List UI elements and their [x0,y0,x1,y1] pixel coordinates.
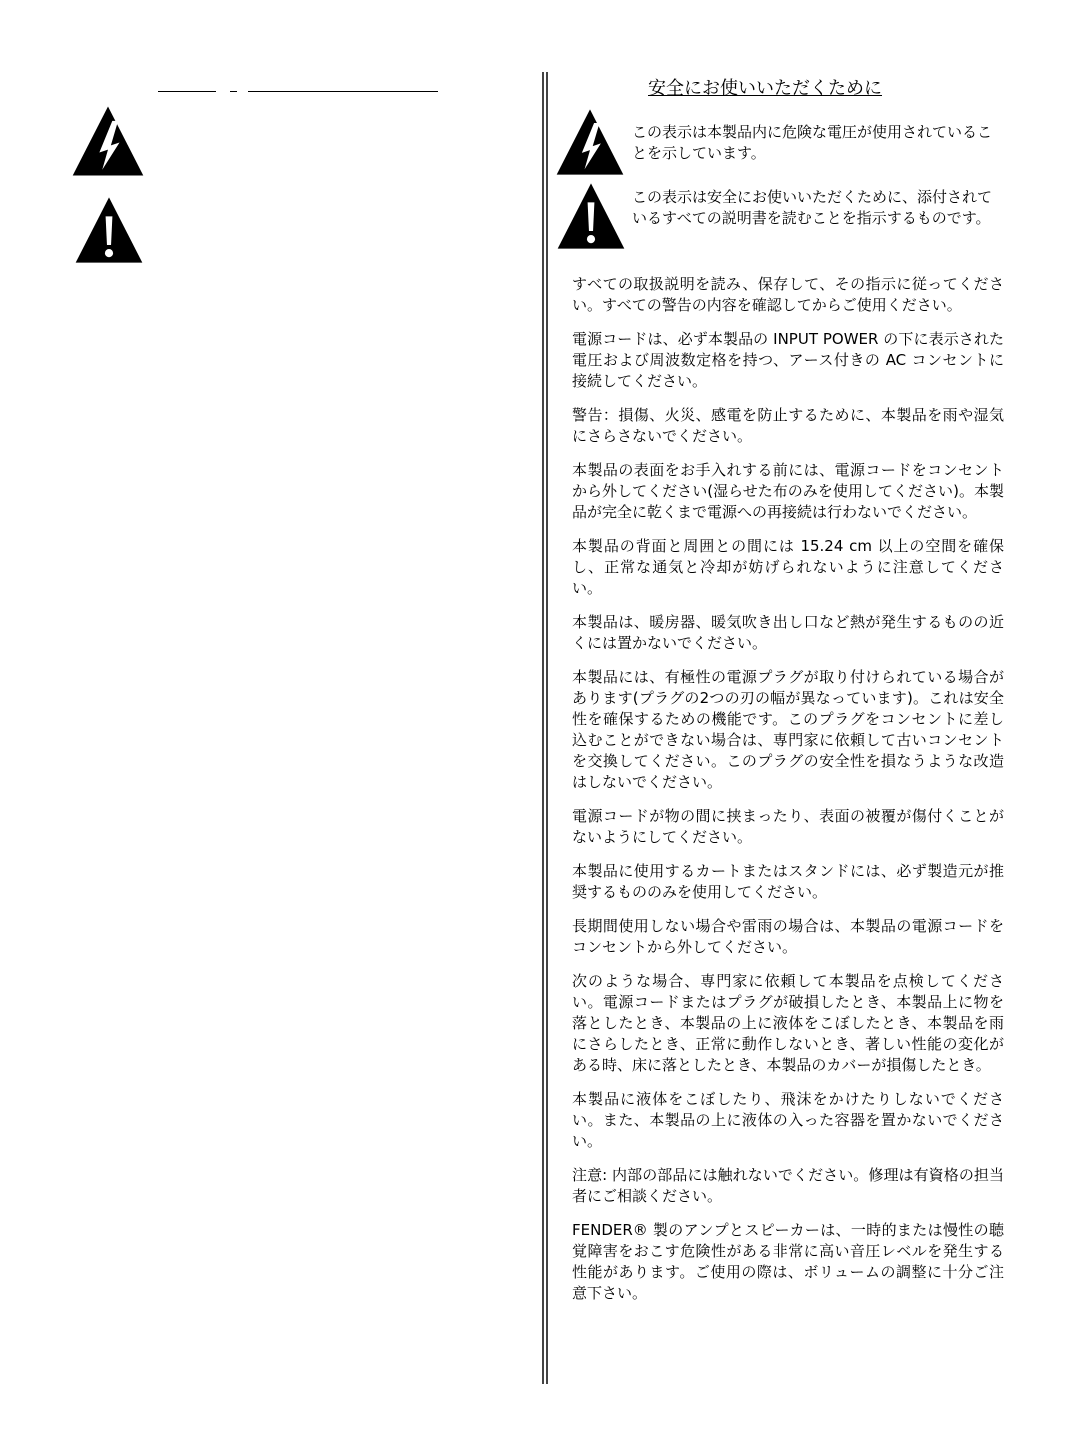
instruction-paragraph: 電源コードは、必ず本製品の INPUT POWER の下に表示された電圧および周波数定格を持つ、アース付きの AC コンセントに接続してください。 [572,330,1004,390]
instruction-paragraph: 本製品の背面と周囲との間には 15.24 cm 以上の空間を確保し、正常な通気と冷却が妨げられないように注意してください。 [572,537,1004,597]
right-column [556,0,1016,1440]
instruction-paragraph: 次のような場合、専門家に依頼して本製品を点検してください。電源コードまたはプラグが破損したとき、本製品上に物を落としたとき、本製品の上に液体をこぼしたとき、本製品を雨にさらしたとき、正常に動作しないとき、著しい性能の変化がある時、床に落としたとき、本製品のカバーが損傷したとき。 [572,972,1004,1074]
instruction-paragraph: 注意: 内部の部品には触れないでください。修理は有資格の担当者にご相談ください。 [572,1166,1004,1205]
instruction-paragraph: 警告：損傷、火災、感電を防止するために、本製品を雨や湿気にさらさないでください。 [572,406,1004,445]
instruction-paragraph: すべての取扱説明を読み、保存して、その指示に従ってください。すべての警告の内容を確認してからご使用ください。 [572,275,1004,314]
heading-rule [230,91,237,92]
instruction-paragraph: FENDER® 製のアンプとスピーカーは、一時的または慢性の聴覚障害をおこす危険性がある非常に高い音圧レベルを発生する性能があります。ご使用の際は、ボリュームの調整に十分ご注意下さい。 [572,1221,1004,1302]
page-title: 安全にお使いいただくために [648,78,882,99]
heading-rule [158,91,216,92]
electric-shock-warning-icon [556,108,624,176]
instruction-paragraph: 本製品は、暖房器、暖気吹き出し口など熱が発生するものの近くには置かないでください。 [572,613,1004,652]
exclamation-warning-icon [556,182,626,250]
heading-rule [248,91,438,92]
instruction-paragraph: 本製品に使用するカートまたはスタンドには、必ず製造元が推奨するもののみを使用してください。 [572,862,1004,901]
instruction-paragraph: 本製品の表面をお手入れする前には、電源コードをコンセントから外してください(湿らせた布のみを使用してください)。本製品が完全に乾くまで電源への再接続は行わないでください。 [572,461,1004,521]
instruction-paragraph: 本製品に液体をこぼしたり、飛沫をかけたりしないでください。また、本製品の上に液体の入った容器を置かないでください。 [572,1090,1004,1150]
instruction-paragraph: 長期間使用しない場合や雷雨の場合は、本製品の電源コードをコンセントから外してください。 [572,917,1004,956]
column-divider [542,72,544,1384]
instruction-paragraph: 本製品には、有極性の電源プラグが取り付けられている場合があります(プラグの2つの刃の幅が異なっています)。これは安全性を確保するための機能です。このプラグをコンセントに差し込むことができない場合は、専門家に依頼して古いコンセントを交換してください。このプラグの安全性を損なうような改造はしないでください。 [572,668,1004,791]
caution-warning-note: この表示は安全にお使いいただくために、添付されているすべての説明書を読むことを指示するものです。 [632,188,993,227]
safety-instructions [572,274,1004,1317]
column-divider [546,72,548,1384]
shock-warning-note: この表示は本製品内に危険な電圧が使用されていることを示しています。 [632,123,993,162]
exclamation-warning-icon [72,196,146,264]
electric-shock-warning-icon [72,104,144,178]
instruction-paragraph: 電源コードが物の間に挟まったり、表面の被覆が傷付くことがないようにしてください。 [572,807,1004,846]
